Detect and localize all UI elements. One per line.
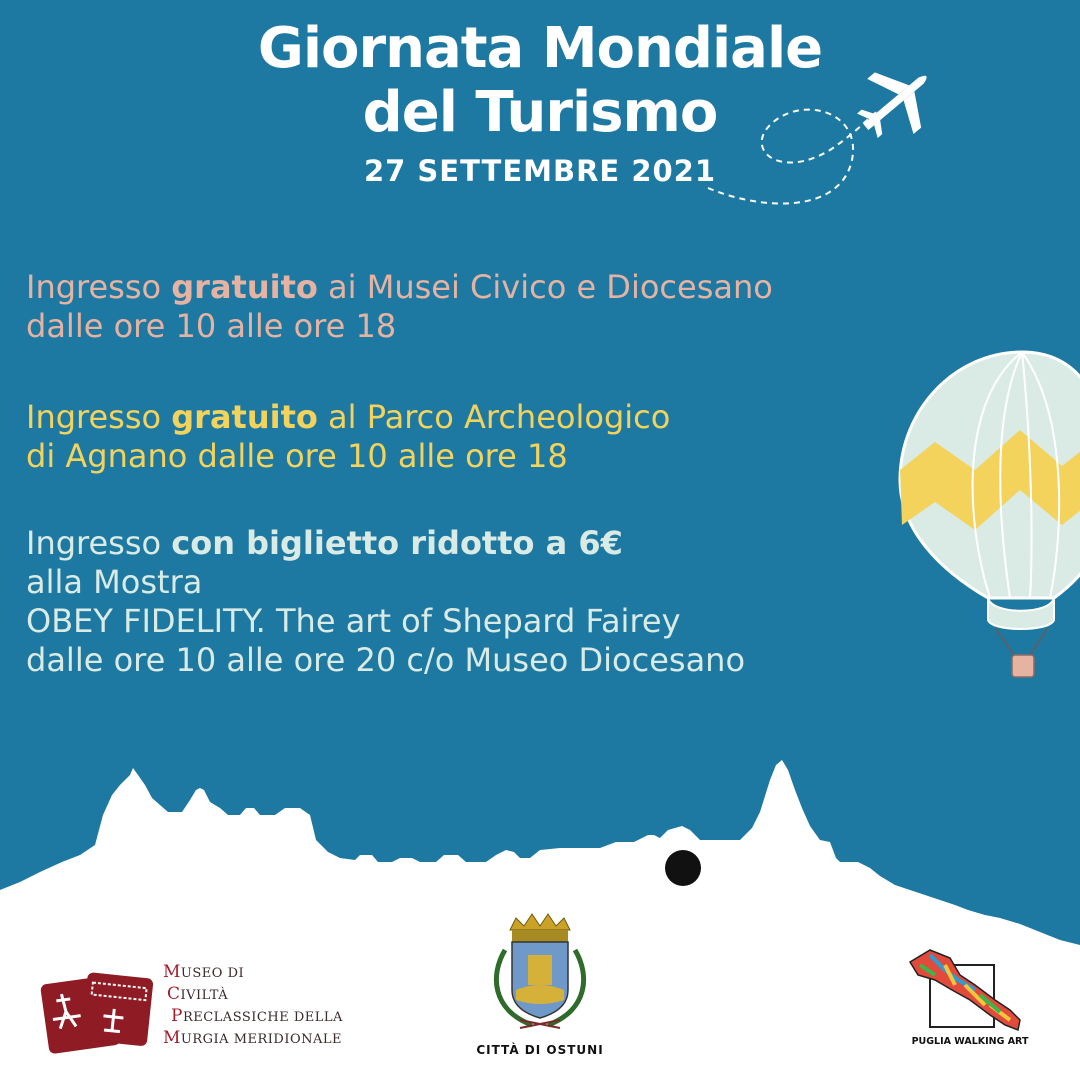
event-date: 27 SETTEMBRE 2021 — [363, 154, 717, 188]
info-line — [26, 524, 745, 563]
info-text: al Parco Archeologico — [317, 398, 671, 436]
museum-logo-line — [163, 1006, 343, 1028]
museum-logo-line — [163, 1028, 343, 1050]
city-label: CITTÀ DI OSTUNI — [476, 1043, 604, 1057]
info-line: di Agnano dalle ore 10 alle ore 18 — [26, 437, 568, 475]
rose-window — [665, 850, 701, 886]
info-line: dalle ore 10 alle ore 18 — [26, 307, 397, 345]
info-bold: con biglietto ridotto a 6€ — [171, 524, 623, 562]
museum-logo-initial: M — [163, 1028, 181, 1048]
info-block-musei — [26, 268, 773, 346]
museum-logo-initial: C — [167, 984, 181, 1004]
museum-logo-word: USEO DI — [180, 966, 245, 981]
puglia-label-text: PUGLIA WALKING ART — [911, 1036, 1029, 1047]
museum-logo-initial: P — [171, 1006, 183, 1026]
museum-logo-line — [163, 962, 343, 984]
museum-logo-line — [163, 984, 343, 1006]
hot-air-balloon-icon — [900, 352, 1080, 677]
info-line: alla Mostra — [26, 563, 203, 601]
museum-logo-text — [163, 962, 343, 1050]
info-text: Ingresso — [26, 524, 172, 562]
info-line: OBEY FIDELITY. The art of Shepard Fairey — [26, 602, 681, 640]
puglia-logo-label — [911, 1033, 1029, 1047]
info-text: ai Musei Civico e Diocesano — [317, 268, 773, 306]
info-bold: gratuito — [171, 398, 318, 436]
info-text: Ingresso — [26, 268, 172, 306]
title-line-2: del Turismo — [362, 80, 718, 145]
info-line — [26, 398, 670, 437]
info-text: Ingresso — [26, 398, 172, 436]
info-line: dalle ore 10 alle ore 20 c/o Museo Diocesano — [26, 641, 746, 679]
info-line — [26, 268, 773, 307]
title-line-1: Giornata Mondiale — [257, 16, 823, 81]
info-block-parco — [26, 398, 670, 476]
info-block-mostra — [26, 524, 745, 680]
museum-logo-word: URGIA MERIDIONALE — [180, 1032, 343, 1047]
museum-logo-initial: M — [163, 962, 181, 982]
info-bold: gratuito — [171, 268, 318, 306]
museum-logo-icon — [40, 972, 154, 1054]
city-skyline — [0, 760, 1080, 1080]
museum-logo-word: IVILTÀ — [180, 988, 229, 1003]
museum-logo-word: RECLASSICHE DELLA — [182, 1010, 343, 1025]
